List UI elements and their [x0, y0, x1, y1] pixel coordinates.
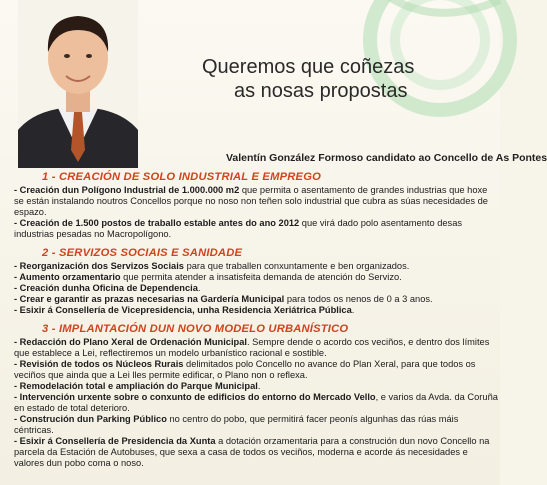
section-title: 3 - IMPLANTACIÓN DUN NOVO MODELO URBANÍSTICO: [42, 323, 349, 335]
proposal-bold: - Creación dun Polígono Industrial de 1.000.000 m2: [14, 185, 240, 195]
proposal-text: .: [351, 305, 355, 315]
proposal-item: [14, 218, 498, 240]
candidate-photo: [18, 0, 138, 168]
proposal-bold: - Crear e garantir as prazas necesarias na Gardería Municipal: [14, 294, 285, 304]
proposal-item: [14, 272, 498, 283]
proposal-bold: - Revisión de todos os Núcleos Rurais: [14, 359, 184, 369]
section-title: 2 - SERVIZOS SOCIAIS E SANIDADE: [42, 247, 243, 259]
proposal-bold: - Aumento orzamentario: [14, 272, 121, 282]
proposal-bold: - Redacción do Plano Xeral de Ordenación Municipal: [14, 337, 247, 347]
proposal-item: [14, 283, 498, 294]
proposal-text: que permita o asentamento de grandes industrias que hoxe se están instalando noutros Concellos porque no noso non teñen solo industrial que cubra as súas necesidades de espazo.: [14, 185, 488, 217]
candidate-byline: Valentín González Formoso candidato ao Concello de As Pontes: [226, 152, 547, 164]
proposal-bold: - Intervención urxente sobre o conxunto de edificios do entorno do Mercado Vello: [14, 392, 376, 402]
proposal-bold: - Esixir á Consellería de Presidencia da Xunta: [14, 436, 216, 446]
proposal-text: para todos os nenos de 0 a 3 anos.: [284, 294, 433, 304]
proposal-bold: - Creación de 1.500 postos de traballo estable antes do ano 2012: [14, 218, 300, 228]
proposal-item: [14, 359, 498, 381]
proposal-text: delimitados polo Concello no avance do Plan Xeral, para que todos os veciños que ainda que a Lei lles permite edificar, o Plano non o reflexa.: [14, 359, 476, 380]
proposal-text: . Sempre dende o acordo cos veciños, e dentro dos límites que establece a Lei, reflectiremos un modelo urbanístico racional e sostible.: [14, 337, 490, 358]
proposal-item: [14, 414, 498, 436]
proposal-item: [14, 392, 498, 414]
proposal-item: [14, 305, 498, 316]
headline-line-2: as nosas propostas: [234, 80, 408, 102]
headline: [202, 55, 502, 103]
proposal-item: [14, 337, 498, 359]
proposal-bold: - Reorganización dos Servizos Sociais: [14, 261, 184, 271]
proposal-item: [14, 436, 498, 469]
proposal-text: , e varios da Avda. da Coruña en estado de total deterioro.: [14, 392, 498, 413]
proposal-text: .: [257, 381, 261, 391]
proposal-text: que permita atender a insatisfeita demanda de atención do Servizo.: [120, 272, 402, 282]
proposal-item: [14, 381, 498, 392]
proposal-text: no centro do pobo, que permitirá facer peonís algunhas das rúas máis céntricas.: [14, 414, 459, 435]
proposal-item: [14, 261, 498, 272]
headline-line-1: Queremos que coñezas: [202, 56, 415, 78]
proposal-bold: - Esixir á Consellería de Vicepresidencia, unha Residencia Xeriátrica Pública: [14, 305, 352, 315]
proposal-bold: - Remodelación total e ampliación do Parque Municipal: [14, 381, 258, 391]
proposal-item: [14, 294, 498, 305]
proposal-text: para que traballen conxuntamente e ben organizados.: [183, 261, 410, 271]
proposal-item: [14, 185, 498, 218]
proposal-text: .: [197, 283, 201, 293]
proposal-bold: - Creación dunha Oficina de Dependencia: [14, 283, 198, 293]
proposals-list: [14, 168, 498, 469]
proposal-bold: - Construción dun Parking Público: [14, 414, 167, 424]
proposal-text: que virá dado polo asentamento desas industrias pesadas no Macropolígono.: [14, 218, 463, 239]
proposal-text: a dotación orzamentaria para a construción dun novo Concello na parcela da Estación de Autobuses, que sexa a casa de todos os veciños, moderna e acorde ás necesidades e valores dun pobo coma o noso.: [14, 436, 490, 468]
section-title: 1 - CREACIÓN DE SOLO INDUSTRIAL E EMPREGO: [42, 171, 322, 183]
